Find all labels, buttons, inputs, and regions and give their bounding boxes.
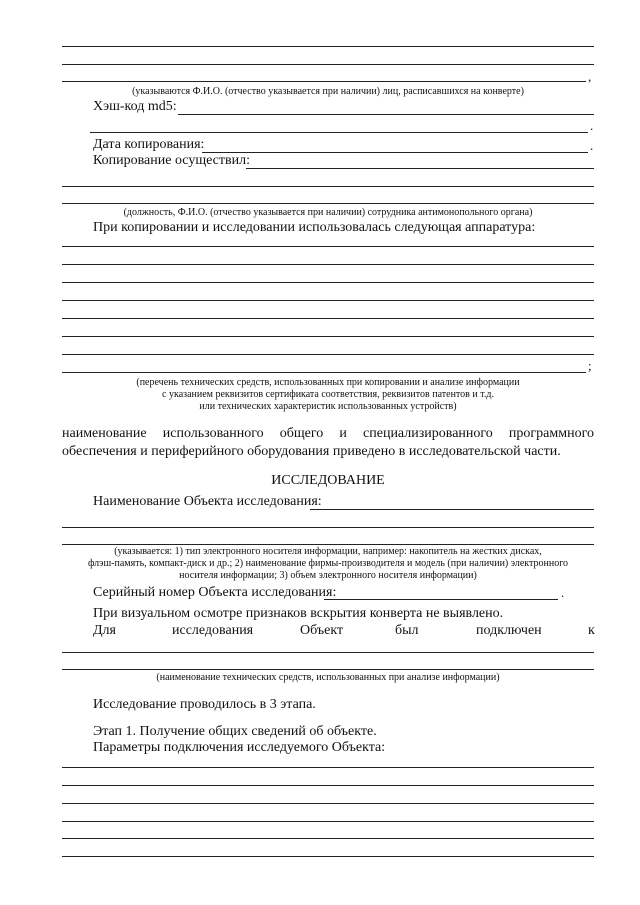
copy-date-label: Дата копирования: bbox=[93, 137, 205, 152]
blank-line bbox=[62, 669, 594, 670]
blank-line bbox=[62, 203, 594, 204]
object-name-label: Наименование Объекта исследования: bbox=[93, 494, 322, 509]
stage1-title: Этап 1. Получение общих сведений об объекте. bbox=[93, 724, 377, 739]
equipment-caption-line-3: или технических характеристик использованных устройств) bbox=[199, 401, 457, 412]
blank-line bbox=[62, 821, 594, 822]
connection-word-5: подключен bbox=[476, 623, 542, 638]
line-end-period: . bbox=[561, 585, 565, 600]
connection-word-2: исследования bbox=[172, 623, 254, 638]
connection-word-6: к bbox=[588, 623, 595, 638]
line-end-period: . bbox=[590, 138, 594, 153]
blank-line bbox=[62, 64, 594, 65]
blank-line bbox=[62, 81, 586, 82]
connection-word-4: был bbox=[395, 623, 419, 638]
object-name-field-line bbox=[310, 509, 594, 510]
object-caption-line-3: носителя информации; 3) объем электронного носителя информации) bbox=[179, 570, 477, 581]
stages-text: Исследование проводилось в 3 этапа. bbox=[93, 697, 316, 712]
line-end-period: . bbox=[590, 118, 594, 133]
object-caption-line-2: флэш-память, компакт-диск и др.; 2) наименование фирмы-производителя и модель (при наличии) электронного bbox=[87, 558, 569, 569]
copy-by-field-line bbox=[246, 168, 594, 169]
object-caption-line-1: (указывается: 1) тип электронного носителя информации, например: накопитель на жестких дисках, bbox=[114, 546, 542, 557]
equipment-caption-line-1: (перечень технических средств, использованных при копировании и анализе информации bbox=[136, 377, 520, 388]
official-caption: (должность, Ф.И.О. (отчество указывается при наличии) сотрудника антимонопольного органа) bbox=[123, 207, 533, 218]
blank-line bbox=[62, 652, 594, 653]
equipment-caption-line-2: с указанием реквизитов сертификата соответствия, реквизитов патентов и т.д. bbox=[162, 389, 494, 400]
blank-line bbox=[62, 856, 594, 857]
blank-line bbox=[62, 767, 594, 768]
hash-field-line bbox=[178, 114, 594, 115]
blank-line bbox=[62, 246, 594, 247]
blank-line bbox=[62, 318, 594, 319]
connection-params-label: Параметры подключения исследуемого Объекта: bbox=[93, 740, 386, 755]
blank-line bbox=[62, 264, 594, 265]
blank-line bbox=[62, 186, 594, 187]
blank-line bbox=[62, 803, 594, 804]
signers-caption: (указываются Ф.И.О. (отчество указывается при наличии) лиц, расписавшихся на конверте) bbox=[132, 86, 524, 97]
software-paragraph: наименование использованного общего и специализированного программного обеспечения и периферийного оборудования приведено в исследовательской части. bbox=[62, 426, 594, 459]
connection-word-1: Для bbox=[93, 623, 116, 638]
visual-inspection: При визуальном осмотре признаков вскрытия конверта не выявлено. bbox=[93, 606, 504, 621]
tech-caption: (наименование технических средств, использованных при анализе информации) bbox=[156, 672, 500, 683]
blank-line bbox=[62, 354, 594, 355]
blank-line bbox=[62, 838, 594, 839]
line-end-comma: , bbox=[588, 69, 592, 84]
copy-by-label: Копирование осуществил: bbox=[93, 153, 250, 168]
blank-line bbox=[62, 46, 594, 47]
blank-line bbox=[62, 300, 594, 301]
blank-line bbox=[62, 282, 594, 283]
serial-field-line bbox=[324, 599, 558, 600]
copy-date-field-line bbox=[202, 152, 588, 153]
blank-line bbox=[62, 372, 586, 373]
blank-line bbox=[62, 785, 594, 786]
line-end-semicolon: ; bbox=[588, 358, 592, 373]
section-title: ИССЛЕДОВАНИЕ bbox=[271, 473, 385, 488]
serial-label: Серийный номер Объекта исследования: bbox=[93, 585, 337, 600]
hash-field-line-2 bbox=[90, 132, 588, 133]
blank-line bbox=[62, 544, 594, 545]
blank-line bbox=[62, 336, 594, 337]
equipment-intro: При копировании и исследовании использовалась следующая аппаратура: bbox=[93, 220, 536, 235]
blank-line bbox=[62, 527, 594, 528]
hash-label: Хэш-код md5: bbox=[93, 99, 177, 114]
connection-word-3: Объект bbox=[300, 623, 344, 638]
